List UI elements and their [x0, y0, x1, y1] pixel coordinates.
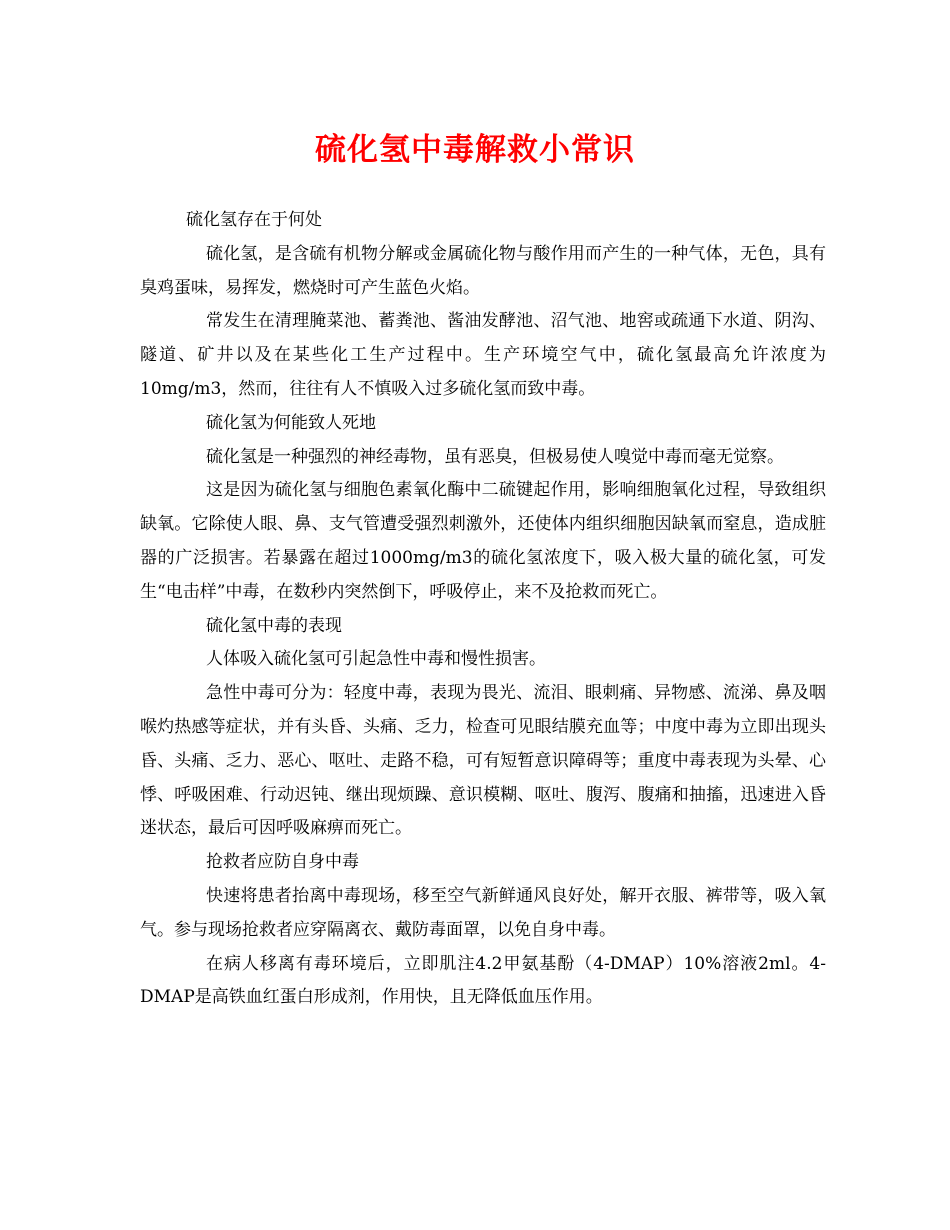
paragraph: 这是因为硫化氢与细胞色素氧化酶中二硫键起作用，影响细胞氧化过程，导致组织缺氧。它除使人眼、鼻、支气管遭受强烈刺激外，还使体内组织细胞因缺氧而窒息，造成脏器的广泛损害。若暴露在超过1000mg/m3的硫化氢浓度下，吸入极大量的硫化氢，可发生“电击样”中毒，在数秒内突然倒下，呼吸停止，来不及抢救而死亡。: [140, 480, 826, 602]
paragraph: 硫化氢是一种强烈的神经毒物，虽有恶臭，但极易使人嗅觉中毒而毫无觉察。: [206, 446, 784, 467]
paragraph: 急性中毒可分为：轻度中毒，表现为畏光、流泪、眼刺痛、异物感、流涕、鼻及咽喉灼热感等症状，并有头昏、头痛、乏力，检查可见眼结膜充血等；中度中毒为立即出现头昏、头痛、乏力、恶心、呕吐、走路不稳，可有短暂意识障碍等；重度中毒表现为头晕、心悸、呼吸困难、行动迟钝、继出现烦躁、意识模糊、呕吐、腹泻、腹痛和抽搐，迅速进入昏迷状态，最后可因呼吸麻痹而死亡。: [140, 683, 826, 839]
section-heading-where: 硫化氢存在于何处: [186, 210, 322, 230]
section-heading-symptoms: 硫化氢中毒的表现: [206, 615, 342, 636]
section-heading-why-deadly: 硫化氢为何能致人死地: [206, 412, 376, 433]
paragraph: 常发生在清理腌菜池、蓄粪池、酱油发酵池、沼气池、地窖或疏通下水道、阴沟、隧道、矿井以及在某些化工生产过程中。生产环境空气中，硫化氢最高允许浓度为10mg/m3，然而，往往有人不慎吸入过多硫化氢而致中毒。: [140, 311, 826, 399]
paragraph: 硫化氢，是含硫有机物分解或金属硫化物与酸作用而产生的一种气体，无色，具有臭鸡蛋味，易挥发，燃烧时可产生蓝色火焰。: [140, 243, 826, 298]
paragraph: 在病人移离有毒环境后，立即肌注4.2甲氨基酚（4-DMAP）10%溶液2ml。4-DMAP是高铁血红蛋白形成剂，作用快，且无降低血压作用。: [140, 953, 826, 1008]
document-title: 硫化氢中毒解救小常识: [315, 132, 635, 168]
paragraph: 人体吸入硫化氢可引起急性中毒和慢性损害。: [206, 649, 546, 670]
paragraph: 快速将患者抬离中毒现场，移至空气新鲜通风良好处，解开衣服、裤带等，吸入氧气。参与现场抢救者应穿隔离衣、戴防毒面罩，以免自身中毒。: [140, 885, 826, 940]
section-heading-rescuer-safety: 抢救者应防自身中毒: [206, 852, 359, 873]
document-body: [140, 204, 826, 1015]
